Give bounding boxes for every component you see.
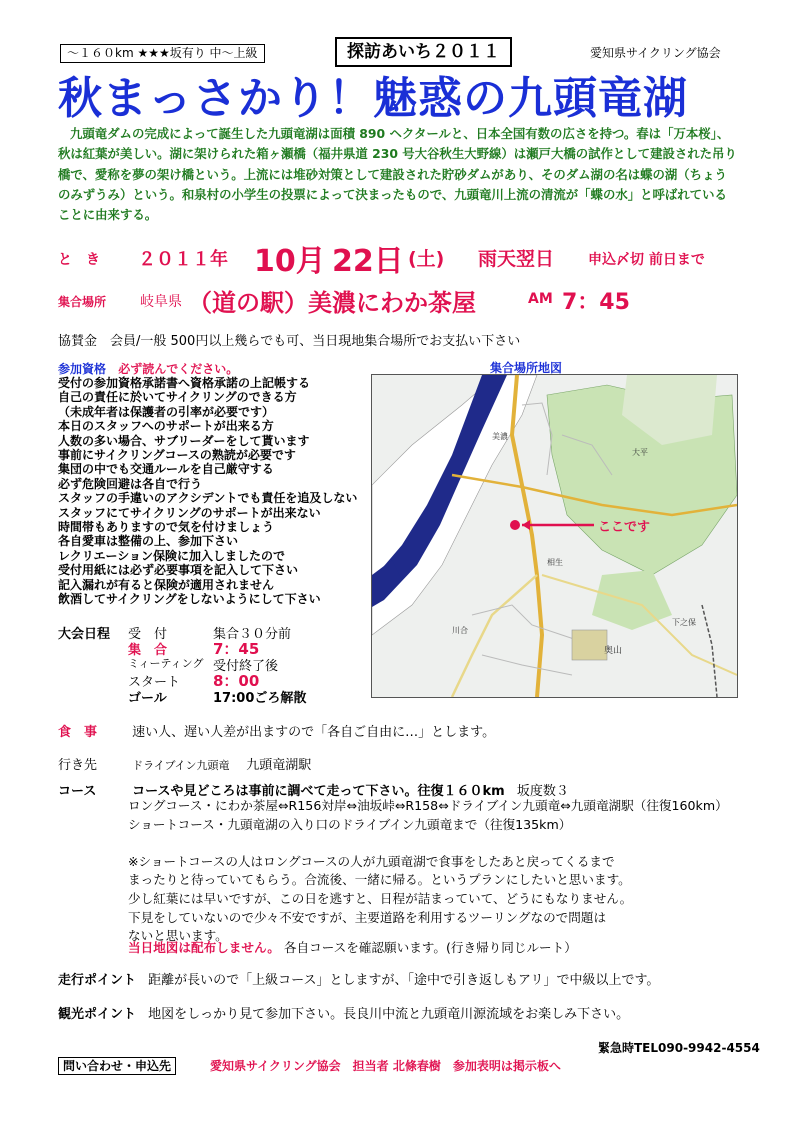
requirement-item: 記入漏れが有ると保険が適用されません: [58, 577, 275, 592]
requirement-item: 集団の中でも交通ルールを自己厳守する: [58, 462, 274, 477]
map-label: 大平: [632, 448, 648, 457]
requirement-item: レクリエーション保険に加入しましたので: [58, 548, 286, 563]
schedule-row-name: スタート: [128, 675, 181, 690]
place-pref: 岐阜県: [140, 294, 182, 310]
schedule-row-name: 集 合: [128, 643, 168, 658]
contact-text: 愛知県サイクリング協会 担当者 北條春樹 参加表明は掲示板へ: [210, 1059, 561, 1073]
map-title: 集合場所地図: [490, 361, 563, 375]
map-label: 美濃: [492, 432, 508, 441]
schedule-row-value: 7：45: [213, 640, 260, 658]
requirements-list: [58, 376, 358, 607]
requirement-item: （未成年者は保護者の引率が必要です）: [58, 404, 275, 419]
requirement-item: 時間帯もありますので気を付けましょう: [58, 520, 275, 535]
schedule-row-value: 17:00ごろ解散: [213, 691, 307, 706]
schedule-row-value: 受付終了後: [213, 659, 279, 674]
date-year: ２０１１年: [138, 249, 228, 270]
schedule-label: 大会日程: [58, 627, 111, 642]
schedule-row-value: 8：00: [213, 672, 260, 690]
dest-b: 九頭竜湖駅: [246, 758, 312, 773]
requirement-item: 人数の多い場合、サブリーダーをして貰います: [58, 433, 310, 448]
requirement-item: 各自愛車は整備の上、参加下さい: [58, 534, 239, 549]
requirement-item: 受付用紙には必ず必要事項を記入して下さい: [58, 563, 299, 578]
sightseeing-line: [58, 1003, 629, 1022]
requirement-item: スタッフにてサイクリングのサポートが出来ない: [58, 505, 321, 520]
map-label: 奥山: [604, 646, 623, 656]
intro-text: 九頭竜ダムの完成によって誕生した九頭竜湖は面積 890 ヘクタールと、日本全国有数の広さを持つ。春は「万本桜」、秋は紅葉が美しい。湖に架けられた箱ヶ瀬橋（福井県道 230 号大谷秋生大野線）は瀬戸大橋の試作として建設された吊り橋で、愛称を夢の架け橋という。上流には堆砂対策として建設された貯砂ダムがあり、そのダム湖の名は蝶の湖（ちょうのみずうみ）という。和泉村の小学生の投票によって決まったもので、九頭竜川上流の清流が「蝶の水」と呼ばれていることに由来する。: [58, 126, 737, 223]
destination-line: [58, 754, 311, 773]
meal-text: 速い人、遅い人差が出ますので「各自ご自由に…」とします。: [132, 725, 496, 740]
course-line-item: まったりと待っていてもらう。合流後、一緒に帰る。というプランにしたいと思います。: [128, 872, 631, 888]
date-day: 22日: [332, 244, 404, 279]
course-line-item: 下見をしていないので少々不安ですが、主要道路を利用するツーリングなので問題は: [128, 909, 607, 925]
course-label: コース: [58, 784, 97, 799]
schedule-row-name: ゴール: [128, 691, 167, 706]
date-label: と き: [58, 252, 100, 268]
schedule-row-name: ミィーティング: [128, 657, 204, 670]
course-line-item: ないと思います。: [128, 928, 228, 944]
course-nomap-rest: 各自コースを確認願います。(行き帰り同じルート）: [283, 940, 577, 955]
requirement-item: 事前にサイクリングコースの熟読が必要です: [58, 448, 296, 463]
course-line-item: 少し紅葉には早いですが、この日を逃すと、日程が詰まっていて、どうにもなりません。: [128, 890, 633, 906]
map-image: [372, 375, 737, 697]
requirement-item: 必ず危険回避は各自で行う: [58, 476, 203, 491]
map-label: 相生: [547, 558, 563, 567]
requirement-item: 自己の責任に於いてサイクリングのできる方: [58, 390, 297, 405]
meal-line: [58, 721, 495, 740]
contact-box: 問い合わせ・申込先: [58, 1057, 176, 1075]
map-label: 川合: [452, 626, 468, 635]
difficulty-badge: ～１６０km ★★★坂有り 中～上級: [60, 44, 265, 63]
course-nomap-line: [128, 937, 577, 956]
riding-points-line: [58, 969, 659, 988]
schedule-row-value: 集合３０分前: [213, 627, 292, 642]
course-lead: コースや見どころは事前に調べて走って下さい。往復１６０km: [132, 784, 505, 799]
date-weekday: (土): [408, 248, 445, 270]
course-slopes: 坂度数３: [516, 784, 569, 799]
requirement-item: 受付の参加資格承諾書へ資格承諾の上記帳する: [58, 376, 311, 390]
place-am: AM: [528, 291, 553, 307]
emergency-phone: 緊急時TEL090-9942-4554: [598, 1041, 760, 1055]
points-label: 走行ポイント: [58, 973, 137, 988]
deadline: 申込〆切 前日まで: [588, 252, 705, 268]
course-line-item: ※ショートコースの人はロングコースの人が九頭竜湖で食事をしたあと戻ってくるまで: [128, 853, 615, 869]
place-name: （道の駅）美濃にわか茶屋: [188, 289, 476, 317]
dest-label: 行き先: [58, 758, 98, 773]
series-title: 探訪あいち２０１１: [335, 37, 512, 67]
organizer: 愛知県サイクリング協会: [590, 46, 721, 60]
course-line-item: ショートコース・九頭竜湖の入り口のドライブイン九頭竜まで（往復135km）: [128, 816, 572, 832]
requirement-item: 本日のスタッフへのサポートが出来る方: [58, 419, 274, 434]
points-text: 距離が長いので「上級コース」としますが、「途中で引き返しもアリ」で中級以上です。: [148, 973, 660, 988]
dest-a: ドライブイン九頭竜: [132, 759, 230, 772]
course-line-item: ロングコース・にわか茶屋⇔R156対岸⇔油坂峠⇔R158⇔ドライブイン九頭竜⇔九頭竜湖駅（往復160km）: [128, 798, 728, 813]
course-details: [128, 797, 728, 946]
fee-text: 協賛金 会員/一般 500円以上幾らでも可、当日現地集合場所でお支払い下さい: [58, 334, 521, 349]
place-label: 集合場所: [58, 295, 107, 309]
place-time: 7：45: [562, 290, 630, 315]
date-month: 10月: [254, 244, 326, 279]
course-line-item: [128, 834, 728, 853]
meeting-map[interactable]: [371, 374, 738, 698]
rain-date: 雨天翌日: [478, 248, 555, 270]
sights-label: 観光ポイント: [58, 1007, 137, 1022]
page-title: 秋まっさかり！魅惑の九頭竜湖: [58, 73, 688, 124]
requirements-heading: 参加資格 必ず読んでください。: [58, 362, 239, 376]
map-label: 下之保: [672, 618, 696, 627]
course-nomap: 当日地図は配布しません。: [128, 940, 280, 955]
event-date: [58, 240, 758, 279]
schedule-row-name: 受 付: [128, 627, 168, 642]
requirement-item: スタッフの手違いのアクシデントでも責任を追及しない: [58, 491, 358, 506]
sights-text: 地図をしっかり見て参加下さい。長良川中流と九頭竜川源流域をお楽しみ下さい。: [148, 1007, 630, 1022]
requirement-item: 飲酒してサイクリングをしないようにして下さい: [58, 592, 321, 607]
map-pointer-label: ここです: [598, 520, 651, 535]
meal-label: 食 事: [58, 725, 98, 740]
